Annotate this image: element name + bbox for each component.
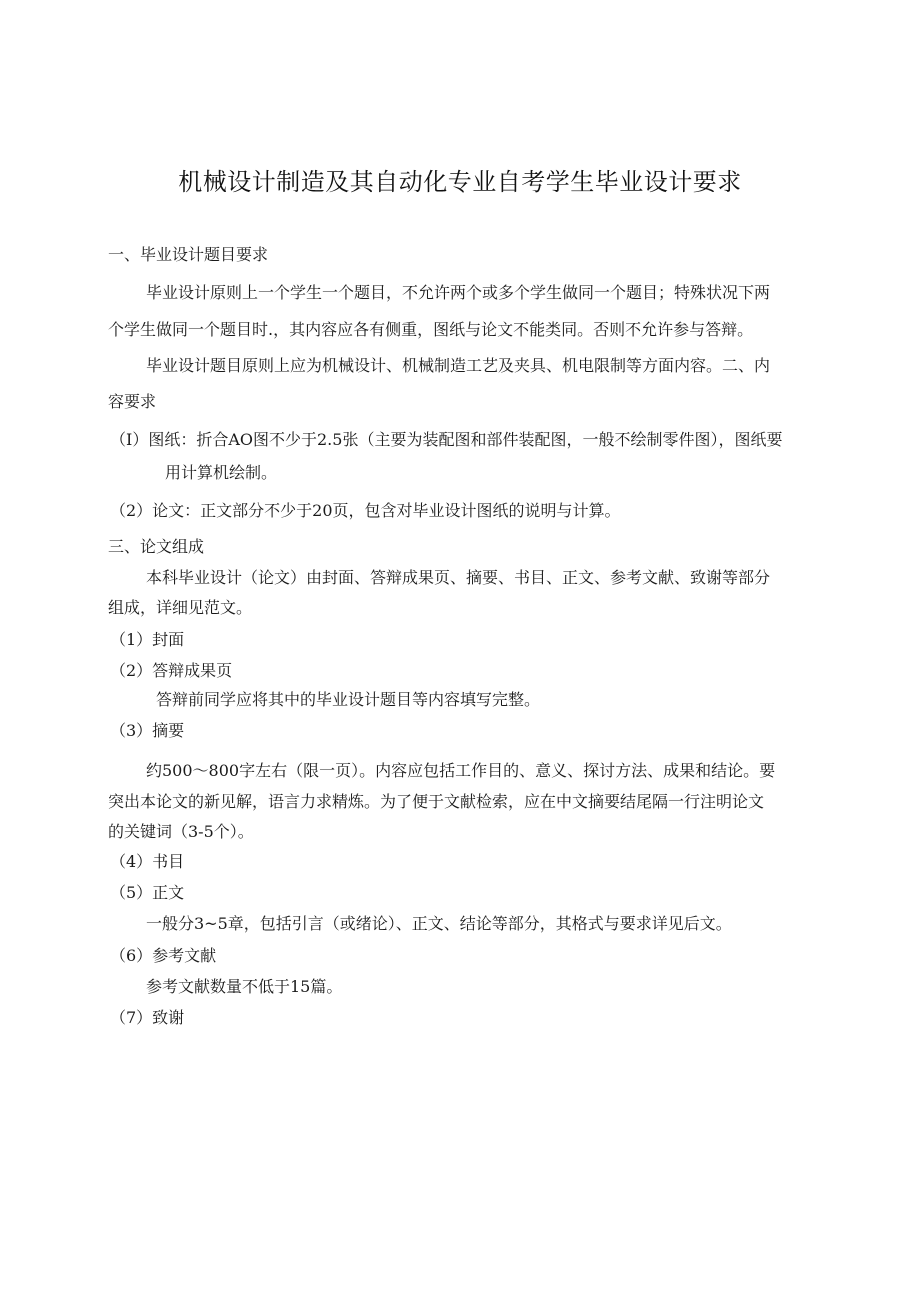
item-drawings-continued: 用计算机绘制。 bbox=[165, 463, 278, 482]
paragraph-line: 一般分3~5章，包括引言（或绪论）、正文、结论等部分，其格式与要求详见后文。 bbox=[146, 914, 732, 933]
item-bibliography-list: （4）书目 bbox=[110, 852, 185, 871]
paragraph-line: 答辩前同学应将其中的毕业设计题目等内容填写完整。 bbox=[156, 690, 541, 709]
item-abstract: （3）摘要 bbox=[110, 721, 185, 740]
section-heading-composition: 三、论文组成 bbox=[108, 537, 205, 556]
item-cover: （1）封面 bbox=[110, 630, 185, 649]
item-main-text: （5）正文 bbox=[110, 883, 185, 902]
paragraph-line: 突出本论文的新见解，语言力求精炼。为了便于文献检索，应在中文摘要结尾隔一行注明论文 bbox=[108, 792, 765, 811]
document-title: 机械设计制造及其自动化专业自考学生毕业设计要求 bbox=[178, 168, 742, 196]
paragraph-line: 毕业设计题目原则上应为机械设计、机械制造工艺及夹具、机电限制等方面内容。二、内 bbox=[146, 356, 771, 375]
paragraph-line: 个学生做同一个题目时.，其内容应各有侧重，图纸与论文不能类同。否则不允许参与答辩。 bbox=[108, 320, 754, 339]
item-thesis: （2）论文：正文部分不少于20页，包含对毕业设计图纸的说明与计算。 bbox=[110, 501, 621, 520]
paragraph-line: 参考文献数量不低于15篇。 bbox=[146, 977, 343, 996]
item-acknowledgements: （7）致谢 bbox=[110, 1008, 185, 1027]
item-references: （6）参考文献 bbox=[110, 946, 217, 965]
paragraph-line: 本科毕业设计（论文）由封面、答辩成果页、摘要、书目、正文、参考文献、致谢等部分 bbox=[146, 568, 771, 587]
paragraph-line: 容要求 bbox=[108, 392, 157, 411]
item-drawings: （I）图纸：折合AO图不少于2.5张（主要为装配图和部件装配图，一般不绘制零件图），图纸要 bbox=[110, 430, 783, 449]
section-heading-topic: 一、毕业设计题目要求 bbox=[108, 245, 269, 264]
item-defense-results: （2）答辩成果页 bbox=[110, 661, 233, 680]
paragraph-line: 毕业设计原则上一个学生一个题目，不允许两个或多个学生做同一个题目；特殊状况下两 bbox=[146, 283, 771, 302]
paragraph-line: 的关键词（3-5个）。 bbox=[108, 822, 254, 841]
paragraph-line: 组成，详细见范文。 bbox=[108, 598, 253, 617]
paragraph-line: 约500〜800字左右（限一页）。内容应包括工作目的、意义、探讨方法、成果和结论。要 bbox=[146, 761, 776, 780]
